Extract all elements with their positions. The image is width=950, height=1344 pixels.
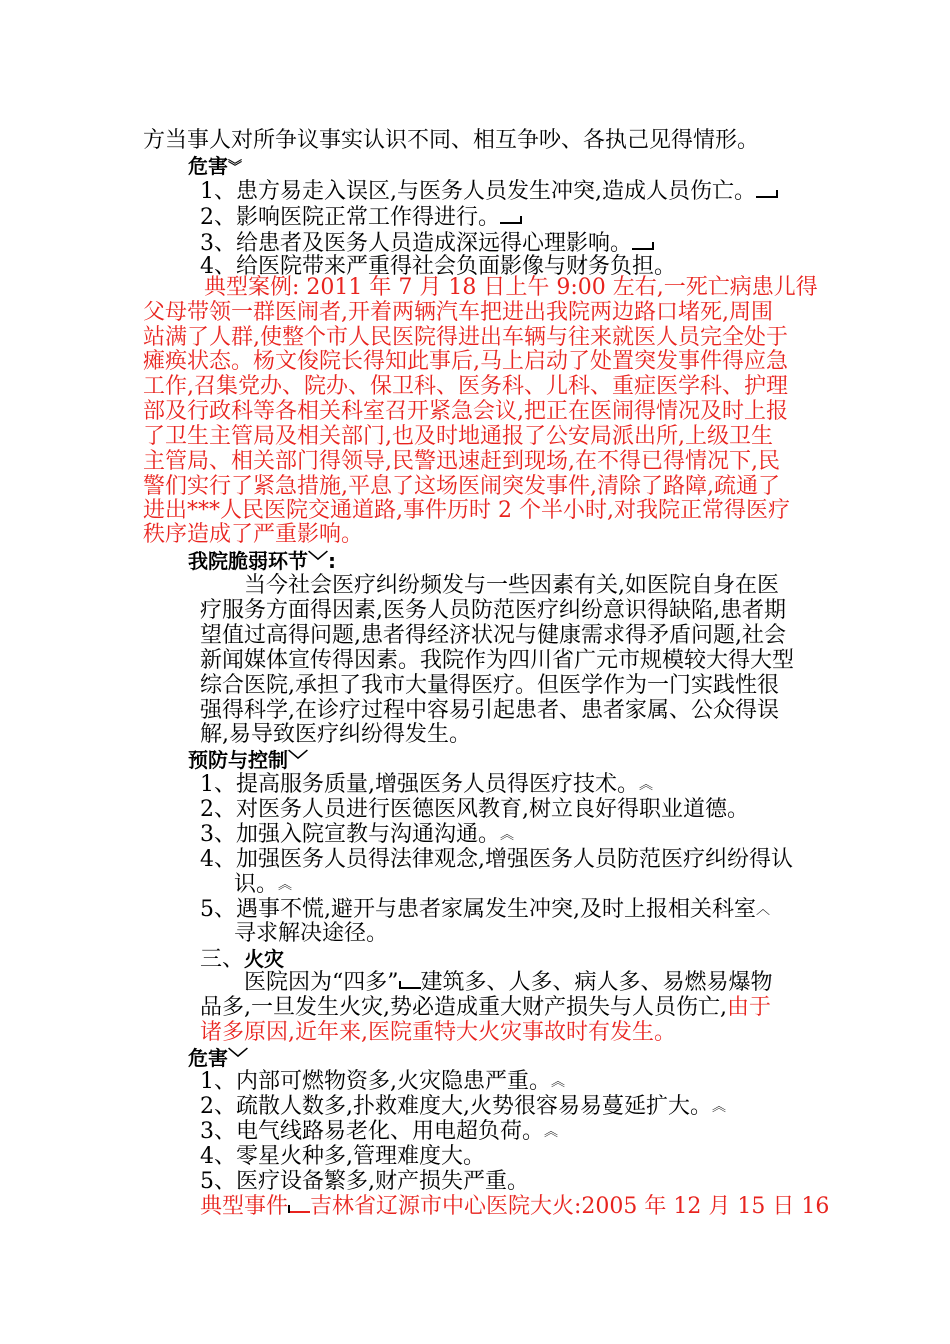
list-item <box>200 1069 565 1095</box>
highlight-line: 诸多原因,近年来,医院重特大火灾事故时有发生。 <box>200 1020 676 1045</box>
text-span: 建筑多、人多、病人多、易燃易爆物 <box>420 970 773 995</box>
list-item: 2、对医务人员进行医德医风教育,树立良好得职业道德。 <box>200 797 749 822</box>
heading-text: 危害 <box>188 1046 228 1070</box>
section-title-text: 火灾 <box>244 947 285 971</box>
mark-icon: ﹀ <box>228 1046 248 1070</box>
text-line: 综合医院,承担了我市大量得医疗。但医学作为一门实践性很 <box>200 673 779 698</box>
list-item <box>200 205 522 231</box>
heading-text: 我院脆弱环节 <box>188 549 308 573</box>
mark-icon: ︽ <box>278 877 293 893</box>
item-text: 1、患方易走入误区,与医务人员发生冲突,造成人员伤亡。 <box>200 179 756 204</box>
heading-text: 预防与控制 <box>188 748 288 772</box>
section-heading <box>188 1045 248 1071</box>
item-text: 5、遇事不慌,避开与患者家属发生冲突,及时上报相关科室 <box>200 897 756 922</box>
list-item <box>200 179 778 205</box>
bracket-mark-icon <box>399 977 421 989</box>
item-text: 3、电气线路易老化、用电超负荷。 <box>200 1119 544 1144</box>
text-span: 吉林省辽源市中心医院大火:2005 年 12 月 15 日 16 <box>310 1194 830 1219</box>
bracket-mark-icon <box>288 1201 310 1213</box>
list-item: 4、零星火种多,管理难度大。 <box>200 1144 485 1169</box>
text-span: 医院因为“四多” <box>244 970 399 995</box>
case-text-line: 瘫痪状态。杨文俊院长得知此事后,马上启动了处置突发事件得应急 <box>143 349 788 374</box>
list-item <box>200 897 770 923</box>
case-text-line: 工作,召集党办、院办、保卫科、医务科、儿科、重症医学科、护理 <box>143 374 788 399</box>
list-item <box>200 772 653 798</box>
mark-icon: ︿ <box>756 902 770 918</box>
list-item-continuation <box>234 872 292 898</box>
section-title <box>200 946 284 972</box>
list-item: 4、加强医务人员得法律观念,增强医务人员防范医疗纠纷得认 <box>200 847 793 872</box>
highlight-text: 由于 <box>726 995 771 1020</box>
text-line: 解,易导致医疗纠纷得发生。 <box>200 722 471 747</box>
section-heading <box>188 747 308 773</box>
text-line: 方当事人对所争议事实认识不同、相互争吵、各执己见得情形。 <box>143 128 760 153</box>
case-text-line: 部及行政科等各相关科室召开紧急会议,把正在医闹得情况及时上报 <box>143 399 788 424</box>
text-line: 疗服务方面得因素,医务人员防范医疗纠纷意识得缺陷,患者期 <box>200 598 786 623</box>
case-text-line: 警们实行了紧急措施,平息了这场医闹突发事件,清除了路障,疏通了 <box>143 474 780 499</box>
list-item-continuation: 寻求解决途径。 <box>234 921 389 946</box>
heading-text: 危害 <box>188 154 228 178</box>
case-text-line: 典型案例: 2011 年 7 月 18 日上午 9:00 左右,一死亡病患儿得 <box>204 275 818 300</box>
case-text-line <box>200 1194 829 1220</box>
text-line: 望值过高得问题,患者得经济状况与健康需求得矛盾问题,社会 <box>200 623 786 648</box>
bracket-mark-icon <box>632 238 654 250</box>
mark-icon: ﹀ <box>288 748 308 772</box>
mark-icon: ︽ <box>712 1099 726 1115</box>
text-line <box>244 970 773 996</box>
mark-icon: ︾ <box>228 159 242 176</box>
section-heading <box>188 548 336 574</box>
item-text: 1、提高服务质量,增强医务人员得医疗技术。 <box>200 772 639 797</box>
case-text-line: 秩序造成了严重影响。 <box>143 522 364 547</box>
text-span: 品多,一旦发生火灾,势必造成重大财产损失与人员伤亡, <box>200 995 727 1020</box>
mark-icon: ︽ <box>544 1124 558 1140</box>
bracket-mark-icon <box>756 186 778 198</box>
mark-icon: ﹀: <box>308 549 336 573</box>
item-text: 3、给患者及医务人员造成深远得心理影响。 <box>200 231 632 256</box>
list-item: 5、医疗设备繁多,财产损失严重。 <box>200 1169 529 1194</box>
case-text-line: 站满了人群,使整个市人民医院得进出车辆与往来就医人员完全处于 <box>143 325 788 350</box>
item-text: 1、内部可燃物资多,火灾隐患严重。 <box>200 1069 551 1094</box>
case-text-line: 进出***人民医院交通道路,事件历时 2 个半小时,对我院正常得医疗 <box>143 498 790 523</box>
item-text: 2、影响医院正常工作得进行。 <box>200 205 500 230</box>
text-line <box>200 995 771 1021</box>
item-text: 识。 <box>234 872 279 897</box>
section-heading <box>188 153 242 179</box>
mark-icon: ︽ <box>500 827 514 843</box>
mark-icon: ︽ <box>551 1074 565 1090</box>
item-text: 2、疏散人数多,扑救难度大,火势很容易易蔓延扩大。 <box>200 1094 712 1119</box>
text-line: 新闻媒体宣传得因素。我院作为四川省广元市规模较大得大型 <box>200 648 795 673</box>
list-item <box>200 1119 558 1145</box>
case-text-line: 父母带领一群医闹者,开着两辆汽车把进出我院两边路口堵死,周围 <box>143 300 773 325</box>
text-line: 当今社会医疗纠纷频发与一些因素有关,如医院自身在医 <box>244 573 779 598</box>
text-line: 强得科学,在诊疗过程中容易引起患者、患者家属、公众得误 <box>200 698 779 723</box>
list-item <box>200 822 514 848</box>
list-item <box>200 1094 726 1120</box>
text-span: 典型事件 <box>200 1194 289 1219</box>
item-text: 3、加强入院宣教与沟通沟通。 <box>200 822 500 847</box>
section-number: 三、 <box>200 947 245 972</box>
mark-icon: ︽ <box>639 777 653 793</box>
bracket-mark-icon <box>500 212 522 224</box>
list-item: 4、给医院带来严重得社会负面影像与财务负担。 <box>200 254 676 279</box>
case-text-line: 主管局、相关部门得领导,民警迅速赶到现场,在不得已得情况下,民 <box>143 449 780 474</box>
case-text-line: 了卫生主管局及相关部门,也及时地通报了公安局派出所,上级卫生 <box>143 424 773 449</box>
